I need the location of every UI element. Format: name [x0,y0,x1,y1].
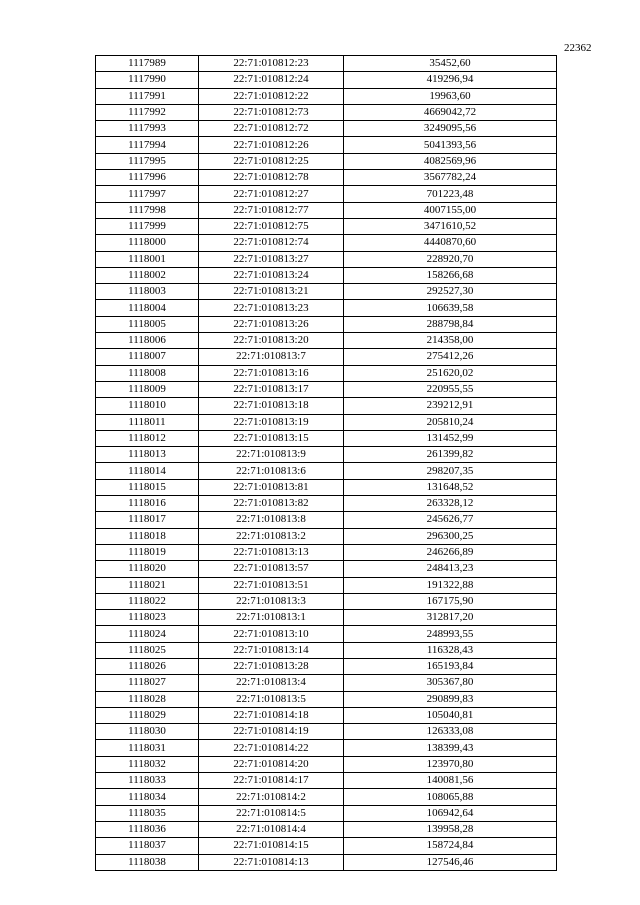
row-number-cell: 1117990 [96,72,199,88]
cadastral-number-cell: 22:71:010813:13 [199,544,344,560]
value-cell: 248993,55 [344,626,557,642]
table-row [96,137,557,153]
value-cell: 275412,26 [344,349,557,365]
value-cell: 214358,00 [344,333,557,349]
table-row [96,724,557,740]
row-number-cell: 1118000 [96,235,199,251]
table-row [96,284,557,300]
cadastral-number-cell: 22:71:010813:20 [199,333,344,349]
cadastral-number-cell: 22:71:010812:73 [199,104,344,120]
value-cell: 140081,56 [344,773,557,789]
cadastral-number-cell: 22:71:010813:6 [199,463,344,479]
row-number-cell: 1117999 [96,218,199,234]
value-cell: 127546,46 [344,854,557,870]
table-row [96,691,557,707]
table-row [96,381,557,397]
row-number-cell: 1118038 [96,854,199,870]
table-row [96,251,557,267]
row-number-cell: 1117989 [96,56,199,72]
row-number-cell: 1118015 [96,479,199,495]
row-number-cell: 1118011 [96,414,199,430]
value-cell: 4082569,96 [344,153,557,169]
cadastral-number-cell: 22:71:010812:27 [199,186,344,202]
value-cell: 298207,35 [344,463,557,479]
cadastral-number-cell: 22:71:010813:2 [199,528,344,544]
row-number-cell: 1118030 [96,724,199,740]
table-row [96,626,557,642]
cadastral-number-cell: 22:71:010814:19 [199,724,344,740]
row-number-cell: 1118023 [96,610,199,626]
value-cell: 419296,94 [344,72,557,88]
table-row [96,414,557,430]
row-number-cell: 1118003 [96,284,199,300]
cadastral-number-cell: 22:71:010813:5 [199,691,344,707]
row-number-cell: 1118029 [96,707,199,723]
table-row [96,218,557,234]
row-number-cell: 1117994 [96,137,199,153]
value-cell: 5041393,56 [344,137,557,153]
value-cell: 158266,68 [344,267,557,283]
value-cell: 3249095,56 [344,121,557,137]
row-number-cell: 1118034 [96,789,199,805]
table-row [96,300,557,316]
row-number-cell: 1118009 [96,381,199,397]
row-number-cell: 1118025 [96,642,199,658]
value-cell: 4007155,00 [344,202,557,218]
value-cell: 19963,60 [344,88,557,104]
table-row [96,267,557,283]
value-cell: 35452,60 [344,56,557,72]
row-number-cell: 1118016 [96,496,199,512]
value-cell: 138399,43 [344,740,557,756]
value-cell: 123970,80 [344,756,557,772]
row-number-cell: 1118001 [96,251,199,267]
table-row [96,789,557,805]
row-number-cell: 1118022 [96,593,199,609]
value-cell: 228920,70 [344,251,557,267]
row-number-cell: 1117993 [96,121,199,137]
cadastral-number-cell: 22:71:010814:22 [199,740,344,756]
value-cell: 239212,91 [344,398,557,414]
value-cell: 263328,12 [344,496,557,512]
value-cell: 4669042,72 [344,104,557,120]
row-number-cell: 1117992 [96,104,199,120]
cadastral-number-cell: 22:71:010813:27 [199,251,344,267]
table-row [96,773,557,789]
row-number-cell: 1118024 [96,626,199,642]
value-cell: 296300,25 [344,528,557,544]
cadastral-number-cell: 22:71:010813:7 [199,349,344,365]
cadastral-number-cell: 22:71:010813:26 [199,316,344,332]
row-number-cell: 1118026 [96,658,199,674]
cadastral-number-cell: 22:71:010813:10 [199,626,344,642]
value-cell: 290899,83 [344,691,557,707]
row-number-cell: 1118014 [96,463,199,479]
value-cell: 312817,20 [344,610,557,626]
table-row [96,707,557,723]
value-cell: 246266,89 [344,544,557,560]
cadastral-table [95,55,557,871]
value-cell: 106639,58 [344,300,557,316]
row-number-cell: 1118027 [96,675,199,691]
cadastral-number-cell: 22:71:010813:1 [199,610,344,626]
cadastral-number-cell: 22:71:010812:75 [199,218,344,234]
table-row [96,153,557,169]
row-number-cell: 1118008 [96,365,199,381]
table-row [96,838,557,854]
table-row [96,496,557,512]
cadastral-number-cell: 22:71:010813:19 [199,414,344,430]
table-row [96,610,557,626]
table-row [96,642,557,658]
cadastral-number-cell: 22:71:010813:57 [199,561,344,577]
cadastral-number-cell: 22:71:010814:17 [199,773,344,789]
row-number-cell: 1118028 [96,691,199,707]
value-cell: 131452,99 [344,430,557,446]
table-row [96,658,557,674]
table-row [96,202,557,218]
value-cell: 126333,08 [344,724,557,740]
value-cell: 139958,28 [344,821,557,837]
cadastral-number-cell: 22:71:010813:21 [199,284,344,300]
table-row [96,463,557,479]
cadastral-number-cell: 22:71:010813:14 [199,642,344,658]
value-cell: 105040,81 [344,707,557,723]
value-cell: 261399,82 [344,447,557,463]
cadastral-number-cell: 22:71:010814:20 [199,756,344,772]
value-cell: 4440870,60 [344,235,557,251]
cadastral-number-cell: 22:71:010814:4 [199,821,344,837]
table-row [96,365,557,381]
table-row [96,235,557,251]
row-number-cell: 1117995 [96,153,199,169]
cadastral-number-cell: 22:71:010813:9 [199,447,344,463]
row-number-cell: 1118021 [96,577,199,593]
cadastral-number-cell: 22:71:010813:3 [199,593,344,609]
cadastral-number-cell: 22:71:010814:13 [199,854,344,870]
table-row [96,56,557,72]
cadastral-number-cell: 22:71:010812:26 [199,137,344,153]
table-row [96,333,557,349]
row-number-cell: 1118013 [96,447,199,463]
value-cell: 116328,43 [344,642,557,658]
table-row [96,121,557,137]
table-row [96,561,557,577]
table-row [96,447,557,463]
row-number-cell: 1118032 [96,756,199,772]
cadastral-number-cell: 22:71:010812:78 [199,170,344,186]
cadastral-number-cell: 22:71:010812:23 [199,56,344,72]
table-row [96,756,557,772]
value-cell: 220955,55 [344,381,557,397]
cadastral-number-cell: 22:71:010814:15 [199,838,344,854]
table-row [96,316,557,332]
cadastral-number-cell: 22:71:010813:28 [199,658,344,674]
row-number-cell: 1118010 [96,398,199,414]
row-number-cell: 1118005 [96,316,199,332]
row-number-cell: 1118037 [96,838,199,854]
row-number-cell: 1118033 [96,773,199,789]
table-row [96,512,557,528]
value-cell: 3471610,52 [344,218,557,234]
value-cell: 305367,80 [344,675,557,691]
cadastral-number-cell: 22:71:010813:23 [199,300,344,316]
table-row [96,577,557,593]
row-number-cell: 1118007 [96,349,199,365]
row-number-cell: 1118019 [96,544,199,560]
value-cell: 106942,64 [344,805,557,821]
row-number-cell: 1118031 [96,740,199,756]
table-row [96,675,557,691]
value-cell: 131648,52 [344,479,557,495]
table-row [96,430,557,446]
table-row [96,170,557,186]
row-number-cell: 1118002 [96,267,199,283]
row-number-cell: 1118020 [96,561,199,577]
cadastral-number-cell: 22:71:010812:24 [199,72,344,88]
value-cell: 167175,90 [344,593,557,609]
row-number-cell: 1117996 [96,170,199,186]
cadastral-number-cell: 22:71:010814:18 [199,707,344,723]
table-row [96,479,557,495]
table-row [96,186,557,202]
cadastral-number-cell: 22:71:010813:17 [199,381,344,397]
row-number-cell: 1118017 [96,512,199,528]
value-cell: 248413,23 [344,561,557,577]
value-cell: 3567782,24 [344,170,557,186]
cadastral-number-cell: 22:71:010813:24 [199,267,344,283]
table-row [96,72,557,88]
cadastral-number-cell: 22:71:010813:15 [199,430,344,446]
table-row [96,528,557,544]
row-number-cell: 1117998 [96,202,199,218]
value-cell: 292527,30 [344,284,557,300]
table-row [96,821,557,837]
row-number-cell: 1118035 [96,805,199,821]
cadastral-number-cell: 22:71:010812:74 [199,235,344,251]
cadastral-number-cell: 22:71:010813:82 [199,496,344,512]
table-row [96,805,557,821]
cadastral-number-cell: 22:71:010813:8 [199,512,344,528]
row-number-cell: 1117991 [96,88,199,104]
cadastral-number-cell: 22:71:010812:72 [199,121,344,137]
row-number-cell: 1118036 [96,821,199,837]
table-row [96,349,557,365]
cadastral-number-cell: 22:71:010813:81 [199,479,344,495]
value-cell: 288798,84 [344,316,557,332]
row-number-cell: 1117997 [96,186,199,202]
cadastral-number-cell: 22:71:010812:22 [199,88,344,104]
value-cell: 158724,84 [344,838,557,854]
value-cell: 245626,77 [344,512,557,528]
row-number-cell: 1118018 [96,528,199,544]
row-number-cell: 1118012 [96,430,199,446]
table-row [96,104,557,120]
cadastral-number-cell: 22:71:010813:18 [199,398,344,414]
table-row [96,544,557,560]
table-row [96,88,557,104]
table-row [96,740,557,756]
row-number-cell: 1118006 [96,333,199,349]
page-number: 22362 [564,42,592,54]
value-cell: 165193,84 [344,658,557,674]
row-number-cell: 1118004 [96,300,199,316]
value-cell: 701223,48 [344,186,557,202]
table-row [96,854,557,870]
table-row [96,593,557,609]
value-cell: 251620,02 [344,365,557,381]
value-cell: 191322,88 [344,577,557,593]
cadastral-number-cell: 22:71:010813:51 [199,577,344,593]
cadastral-number-cell: 22:71:010814:2 [199,789,344,805]
cadastral-number-cell: 22:71:010812:77 [199,202,344,218]
value-cell: 205810,24 [344,414,557,430]
value-cell: 108065,88 [344,789,557,805]
table-body [96,56,557,871]
cadastral-number-cell: 22:71:010814:5 [199,805,344,821]
cadastral-number-cell: 22:71:010813:16 [199,365,344,381]
cadastral-number-cell: 22:71:010812:25 [199,153,344,169]
table-row [96,398,557,414]
cadastral-number-cell: 22:71:010813:4 [199,675,344,691]
